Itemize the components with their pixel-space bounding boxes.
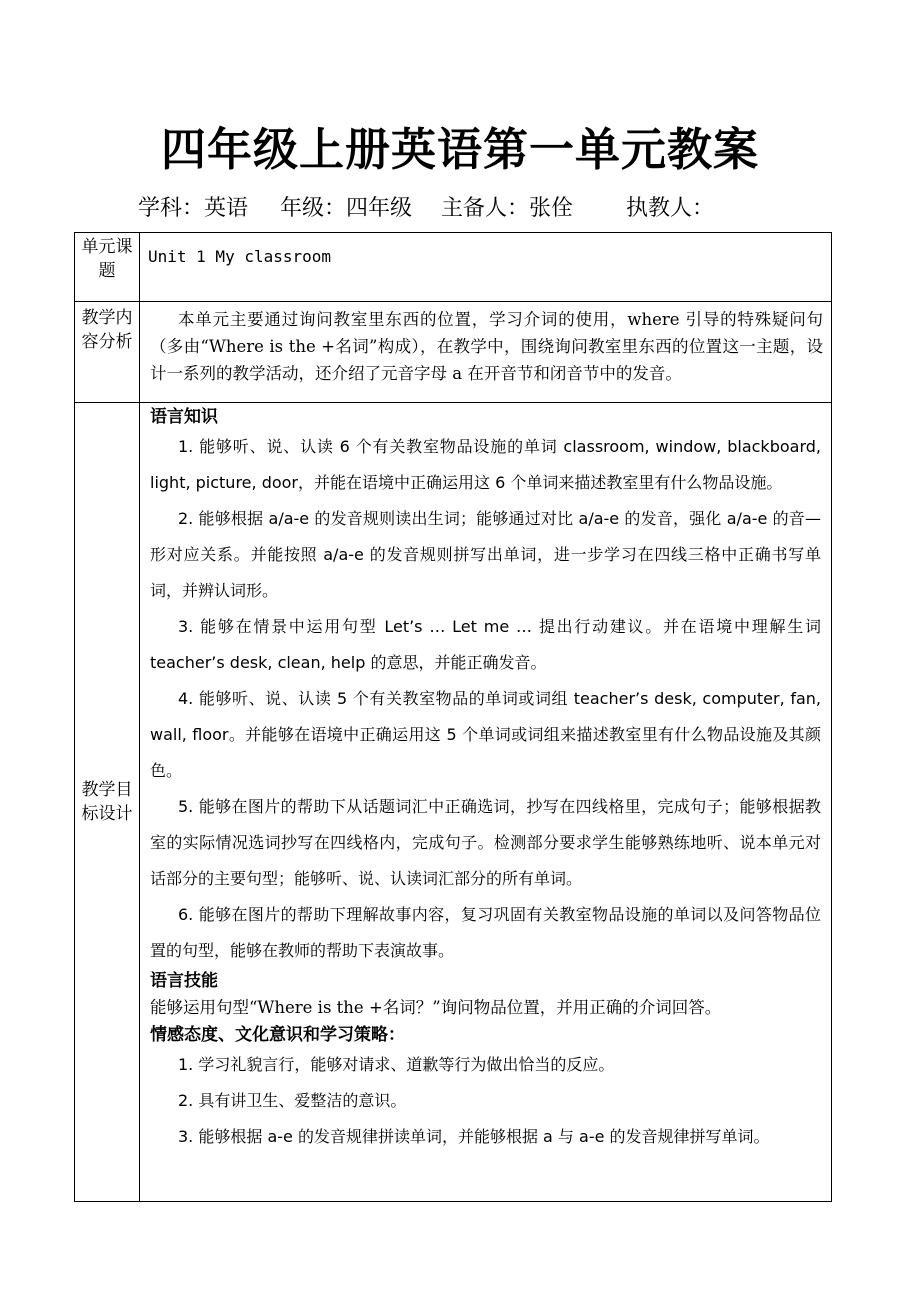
row-goals bbox=[75, 403, 832, 1202]
content-analysis: 本单元主要通过询问教室里东西的位置，学习介词的使用，where 引导的特殊疑问句（多由“Where is the +名词”构成），在教学中，围绕询问教室里东西的位置这一主题，设计一系列的教学活动，还介绍了元音字母 a 在开音节和闭音节中的发音。 bbox=[140, 302, 832, 403]
skills-heading: 语言技能 bbox=[150, 971, 218, 991]
label-analysis: 教学内容分析 bbox=[75, 302, 140, 403]
knowledge-heading: 语言知识 bbox=[150, 407, 218, 427]
knowledge-item: 4. 能够听、说、认读 5 个有关教室物品的单词或词组 teacher’s desk, computer, fan, wall, floor。并能够在语境中正确运用这 5 个单词或词组来描述教室里有什么物品设施及其颜色。 bbox=[150, 689, 821, 780]
meta-preparer: 主备人：张佺 bbox=[441, 196, 574, 221]
skills-text: 能够运用句型“Where is the +名词？”询问物品位置，并用正确的介词回答。 bbox=[150, 998, 722, 1017]
meta-subject: 学科：英语 bbox=[138, 196, 249, 221]
knowledge-item: 2. 能够根据 a/a-e 的发音规则读出生词；能够通过对比 a/a-e 的发音，强化 a/a-e 的音—形对应关系。并能按照 a/a-e 的发音规则拼写出单词，进一步学习在四线三格中正确书写单词，并辨认词形。 bbox=[150, 509, 821, 600]
knowledge-item: 5. 能够在图片的帮助下从话题词汇中正确选词，抄写在四线格里，完成句子；能够根据教室的实际情况选词抄写在四线格内，完成句子。检测部分要求学生能够熟练地听、说本单元对话部分的主要句型；能够听、说、认读词汇部分的所有单词。 bbox=[150, 797, 821, 888]
label-unit: 单元课题 bbox=[75, 233, 140, 302]
content-goals bbox=[140, 403, 832, 1202]
attitude-item: 1. 学习礼貌言行，能够对请求、道歉等行为做出恰当的反应。 bbox=[178, 1055, 615, 1074]
meta-teacher: 执教人： bbox=[626, 196, 715, 221]
document-title: 四年级上册英语第一单元教案 bbox=[160, 123, 759, 176]
knowledge-item: 6. 能够在图片的帮助下理解故事内容，复习巩固有关教室物品设施的单词以及问答物品位置的句型，能够在教师的帮助下表演故事。 bbox=[150, 905, 821, 960]
lesson-plan-table bbox=[74, 232, 832, 1202]
attitude-item: 2. 具有讲卫生、爱整洁的意识。 bbox=[178, 1091, 407, 1110]
content-unit: Unit 1 My classroom bbox=[140, 233, 832, 302]
label-goals: 教学目标设计 bbox=[75, 403, 140, 1202]
knowledge-item: 3. 能够在情景中运用句型 Let’s … Let me … 提出行动建议。并在语境中理解生词 teacher’s desk, clean, help 的意思，并能正确发音。 bbox=[150, 617, 821, 672]
row-unit bbox=[75, 233, 832, 302]
row-analysis bbox=[75, 302, 832, 403]
attitude-heading: 情感态度、文化意识和学习策略： bbox=[150, 1025, 405, 1045]
knowledge-item: 1. 能够听、说、认读 6 个有关教室物品设施的单词 classroom, window, blackboard, light, picture, door，并能在语境中正确运用这 6 个单词来描述教室里有什么物品设施。 bbox=[150, 437, 821, 492]
meta-grade: 年级：四年级 bbox=[280, 196, 413, 221]
attitude-item: 3. 能够根据 a-e 的发音规律拼读单词，并能够根据 a 与 a-e 的发音规律拼写单词。 bbox=[178, 1127, 770, 1146]
